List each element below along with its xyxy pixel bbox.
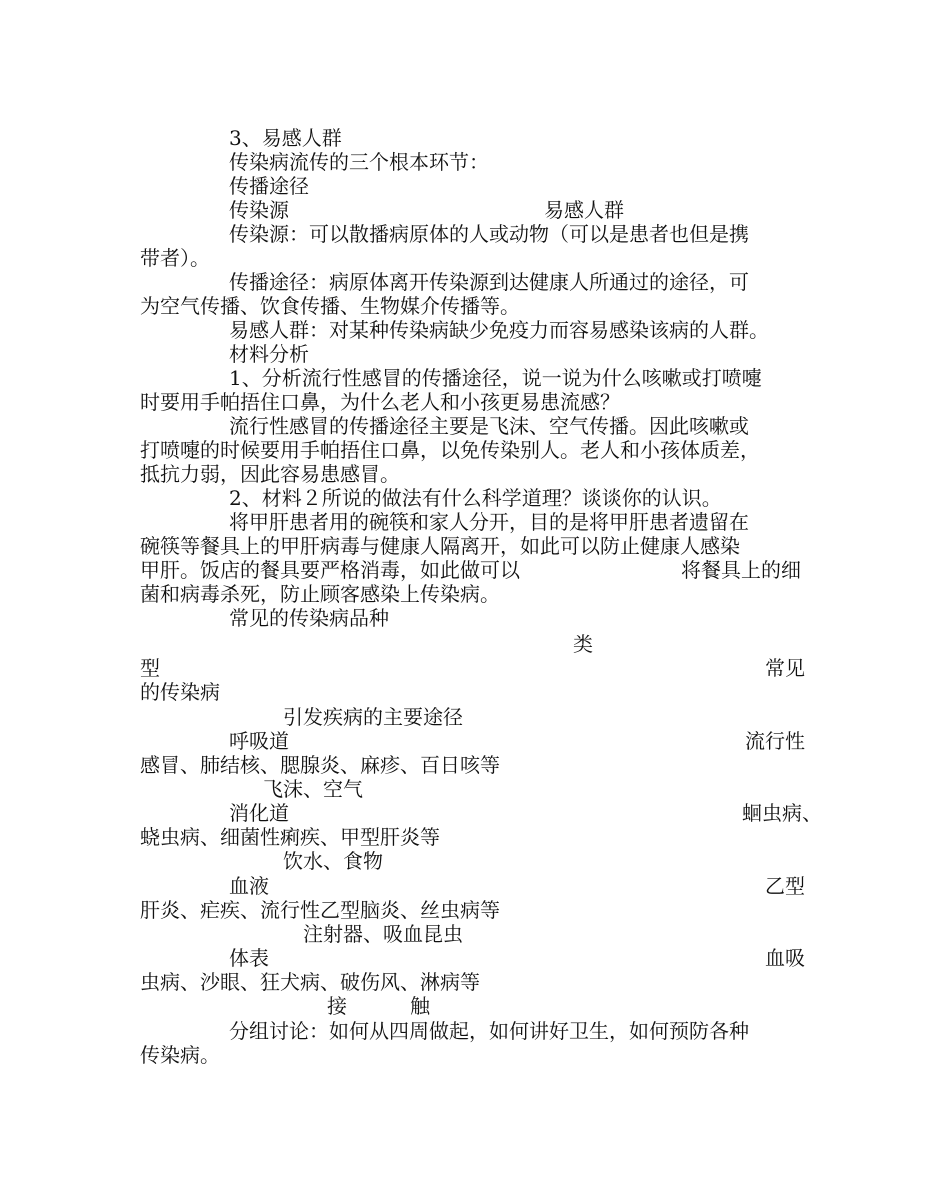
text-line: 飞沫、空气 — [263, 777, 363, 801]
text-line: 为空气传播、饮食传播、生物媒介传播等。 — [140, 294, 520, 318]
text-line: 注射器、吸血昆虫 — [303, 922, 463, 946]
text-line: 消化道 — [229, 801, 289, 825]
text-line: 传染源 — [229, 198, 289, 222]
text-line: 易感人群 — [544, 198, 624, 222]
text-line: 常见 — [765, 656, 805, 680]
text-line: 2、材料２所说的做法有什么科学道理？谈谈你的认识。 — [229, 486, 722, 510]
text-line: 1、分析流行性感冒的传播途径，说一说为什么咳嗽或打喷嚏 — [229, 366, 762, 390]
text-line: 呼吸道 — [229, 729, 289, 753]
text-line: 蛲虫病、细菌性痢疾、甲型肝炎等 — [140, 825, 440, 849]
text-line: 将甲肝患者用的碗筷和家人分开，目的是将甲肝患者遗留在 — [229, 510, 749, 534]
text-line: 蛔虫病、 — [742, 801, 822, 825]
text-line: 菌和病毒杀死，防止顾客感染上传染病。 — [140, 582, 500, 606]
text-line: 分组讨论：如何从四周做起，如何讲好卫生，如何预防各种 — [229, 1019, 749, 1043]
text-line: 传播途径 — [229, 174, 309, 198]
text-line: 饮水、食物 — [283, 849, 383, 873]
text-line: 流行性 — [745, 729, 805, 753]
text-line: 血液 — [229, 874, 269, 898]
text-line: 传播途径：病原体离开传染源到达健康人所通过的途径，可 — [229, 270, 749, 294]
text-line: 传染病。 — [140, 1043, 220, 1067]
text-line: 感冒、肺结核、腮腺炎、麻疹、百日咳等 — [140, 753, 500, 777]
text-line: 接 — [327, 994, 347, 1018]
text-line: 血吸 — [765, 946, 805, 970]
text-line: 流行性感冒的传播途径主要是飞沫、空气传播。因此咳嗽或 — [229, 414, 749, 438]
text-line: 抵抗力弱，因此容易患感冒。 — [140, 462, 400, 486]
text-line: 虫病、沙眼、狂犬病、破伤风、淋病等 — [140, 970, 480, 994]
text-line: 带者）。 — [140, 246, 210, 270]
text-line: 肝炎、疟疾、流行性乙型脑炎、丝虫病等 — [140, 898, 500, 922]
text-line: 体表 — [229, 946, 269, 970]
text-line: 传染病流传的三个根本环节： — [229, 150, 489, 174]
text-line: 引发疾病的主要途径 — [283, 705, 463, 729]
text-line: 甲肝。饭店的餐具要严格消毒，如此做可以 — [140, 558, 520, 582]
text-line: 型 — [140, 656, 160, 680]
text-line: 3、易感人群 — [229, 126, 342, 150]
text-line: 碗筷等餐具上的甲肝病毒与健康人隔离开，如此可以防止健康人感染 — [140, 534, 740, 558]
text-line: 乙型 — [765, 874, 805, 898]
text-line: 易感人群：对某种传染病缺少免疫力而容易感染该病的人群。 — [229, 318, 769, 342]
text-line: 触 — [410, 994, 430, 1018]
text-line: 类 — [573, 632, 593, 656]
text-line: 的传染病 — [140, 680, 220, 704]
text-line: 传染源：可以散播病原体的人或动物（可以是患者也但是携 — [229, 222, 749, 246]
text-line: 材料分析 — [229, 342, 309, 366]
text-line: 将餐具上的细 — [681, 558, 801, 582]
text-line: 打喷嚏的时候要用手帕捂住口鼻，以免传染别人。老人和小孩体质差， — [140, 438, 760, 462]
text-line: 常见的传染病品种 — [229, 606, 389, 630]
text-line: 时要用手帕捂住口鼻，为什么老人和小孩更易患流感？ — [140, 390, 620, 414]
